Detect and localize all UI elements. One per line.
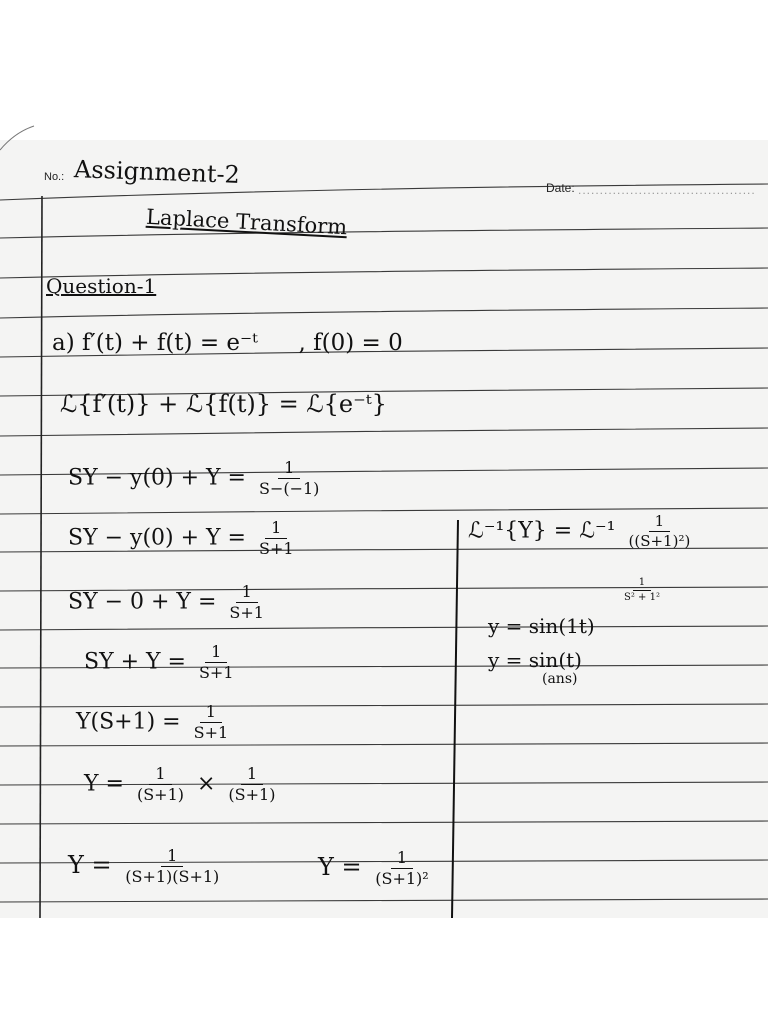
step-6-denominator-b: (S+1) <box>228 785 276 804</box>
assignment-title: Assignment-2 <box>73 155 241 189</box>
initial-condition: , f(0) = 0 <box>298 330 403 356</box>
inverse-note <box>618 578 666 603</box>
question-heading: Question-1 <box>46 274 157 298</box>
date-field: ......................................... <box>578 183 756 197</box>
step-8-denominator: (S+1)² <box>375 869 429 888</box>
answer-label: (ans) <box>542 671 578 687</box>
number-label: No.: <box>44 171 65 183</box>
step-5-lhs: Y(S+1) = <box>76 709 181 735</box>
step-1 <box>68 460 325 497</box>
step-7-numerator: 1 <box>161 848 183 867</box>
step-5 <box>76 704 234 741</box>
step-3 <box>68 584 270 621</box>
inverse-numerator: 1 <box>649 514 671 532</box>
step-1-numerator: 1 <box>278 460 300 479</box>
inverse-note-denominator: S² + 1² <box>624 592 660 603</box>
step-1-lhs: SY − y(0) + Y = <box>68 465 246 491</box>
step-3-lhs: SY − 0 + Y = <box>68 589 217 615</box>
step-7 <box>68 848 225 885</box>
inverse-denominator: ((S+1)²) <box>628 532 691 550</box>
problem-statement <box>52 332 403 355</box>
step-3-numerator: 1 <box>236 584 258 603</box>
step-6-operator: × <box>196 771 216 797</box>
page-bottom-margin <box>0 918 768 1024</box>
date-label: Date: <box>546 181 575 195</box>
step-4 <box>84 644 240 681</box>
step-6-denominator-a: (S+1) <box>136 785 184 804</box>
result-line-2: y = sin(t) <box>488 648 582 672</box>
step-2 <box>68 520 300 557</box>
step-7-lhs: Y = <box>68 851 112 879</box>
inverse-lhs: ℒ⁻¹{Y} = ℒ⁻¹ <box>468 518 616 544</box>
step-5-numerator: 1 <box>200 704 222 723</box>
step-8 <box>318 850 435 887</box>
step-2-lhs: SY − y(0) + Y = <box>68 525 246 551</box>
step-4-numerator: 1 <box>205 644 227 663</box>
result-line-1: y = sin(1t) <box>488 614 595 638</box>
inverse-note-numerator: 1 <box>633 578 651 591</box>
problem-equation: a) f′(t) + f(t) = e⁻ᵗ <box>52 330 258 356</box>
step-4-denominator: S+1 <box>198 663 234 682</box>
transform-step: ℒ{f′(t)} + ℒ{f(t)} = ℒ{e⁻ᵗ} <box>60 390 387 418</box>
step-6-lhs: Y = <box>84 771 124 797</box>
inverse-step <box>468 514 696 549</box>
step-2-denominator: S+1 <box>258 539 294 558</box>
step-1-denominator: S−(−1) <box>258 479 320 498</box>
step-8-numerator: 1 <box>391 850 413 869</box>
step-6 <box>84 766 281 803</box>
step-4-lhs: SY + Y = <box>84 649 186 675</box>
step-5-denominator: S+1 <box>193 723 229 742</box>
step-3-denominator: S+1 <box>229 603 264 622</box>
step-2-numerator: 1 <box>265 520 287 539</box>
page-title: Laplace Transform <box>145 204 348 240</box>
step-6-numerator-a: 1 <box>149 766 171 785</box>
step-7-denominator: (S+1)(S+1) <box>125 867 220 886</box>
step-8-lhs: Y = <box>318 853 362 881</box>
step-6-numerator-b: 1 <box>241 766 263 785</box>
